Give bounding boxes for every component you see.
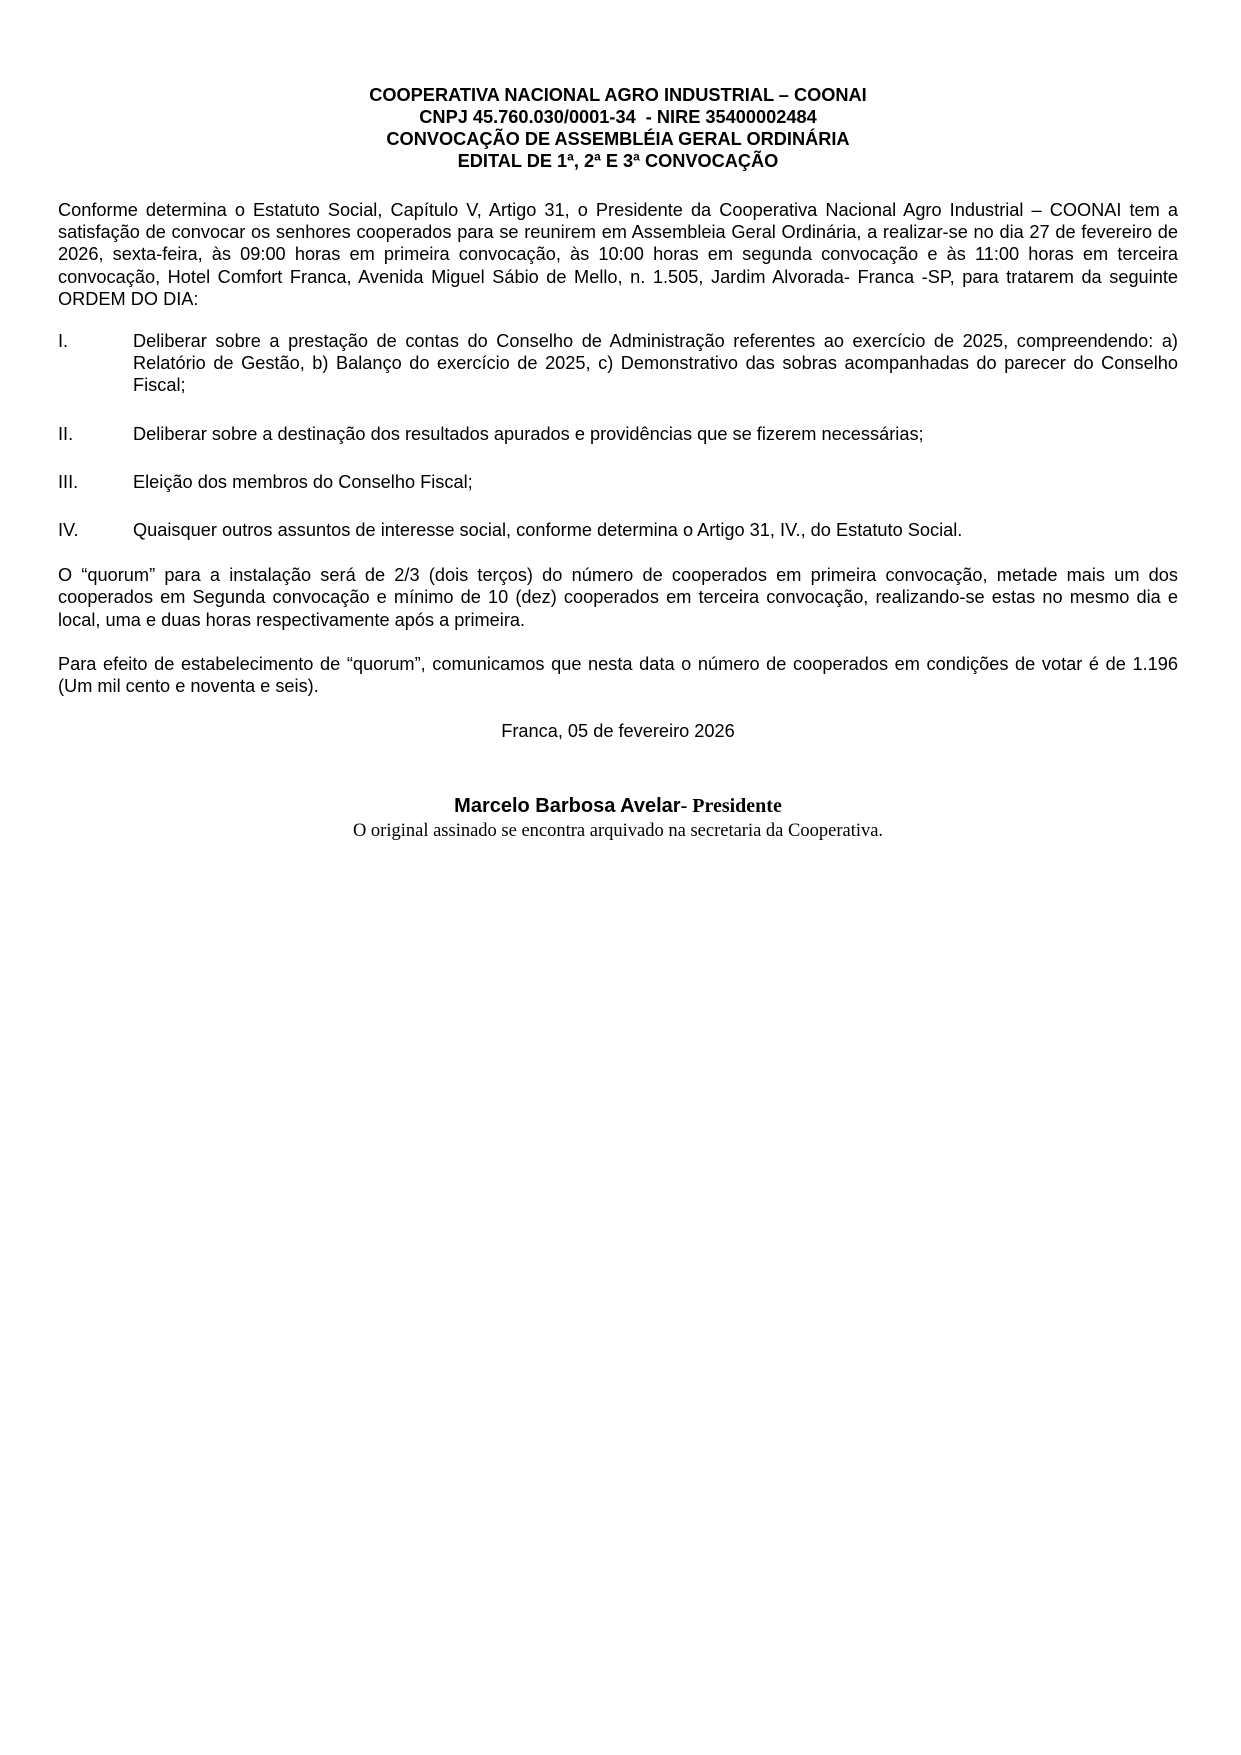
place-date-line: Franca, 05 de fevereiro 2026 [501, 721, 735, 742]
agenda-item-text: Deliberar sobre a prestação de contas do Conselho de Administração referentes ao exercício de 2025, compreendendo: a) Relatório de Gestão, b) Balanço do exercício de 2025, c) Demonstrativo das sobras acompanhadas do parecer do Conselho Fiscal; [133, 331, 1178, 396]
signature-note: O original assinado se encontra arquivado na secretaria da Cooperativa. [352, 821, 884, 842]
agenda-item-number: IV. [58, 520, 79, 541]
header-edict-title: EDITAL DE 1ª, 2ª E 3ª CONVOCAÇÃO [457, 151, 779, 171]
agenda-item [58, 471, 1178, 493]
agenda-item-text: Deliberar sobre a destinação dos resultados apurados e providências que se fizerem necessárias; [133, 423, 924, 444]
agenda-item-number: I. [58, 331, 69, 352]
signatory-role: - Presidente [680, 795, 782, 818]
agenda-item-number: III. [58, 471, 79, 492]
agenda-list [58, 330, 1178, 541]
agenda-item [58, 423, 1178, 445]
agenda-item [58, 330, 1178, 397]
header-registration-ids: CNPJ 45.760.030/0001-34 - NIRE 35400002484 [419, 107, 817, 127]
document-header [58, 84, 1178, 172]
agenda-item-text: Eleição dos membros do Conselho Fiscal; [133, 471, 473, 492]
signature-block [58, 794, 1178, 820]
agenda-item-text: Quaisquer outros assuntos de interesse social, conforme determina o Artigo 31, IV., do Estatuto Social. [133, 520, 963, 541]
quorum-paragraph: O “quorum” para a instalação será de 2/3 (dois terços) do número de cooperados em primeira convocação, metade mais um dos cooperados em Segunda convocação e mínimo de 10 (dez) cooperados em terceira convocação, realizando-se estas no mesmo dia e local, uma e duas horas respectivamente após a primeira. [58, 565, 1178, 630]
document-page [58, 84, 1178, 842]
header-organization-name: COOPERATIVA NACIONAL AGRO INDUSTRIAL – COONAI [369, 85, 867, 105]
agenda-item [58, 519, 1178, 541]
signatory-name: Marcelo Barbosa Avelar [454, 795, 681, 818]
agenda-item-number: II. [58, 423, 74, 444]
header-assembly-title: CONVOCAÇÃO DE ASSEMBLÉIA GERAL ORDINÁRIA [386, 129, 850, 149]
intro-paragraph: Conforme determina o Estatuto Social, Capítulo V, Artigo 31, o Presidente da Cooperativa Nacional Agro Industrial – COONAI tem a satisfação de convocar os senhores cooperados para se reunirem em Assembleia Geral Ordinária, a realizar-se no dia 27 de fevereiro de 2026, sexta-feira, às 09:00 horas em primeira convocação, às 10:00 horas em segunda convocação e às 11:00 horas em terceira convocação, Hotel Comfort Franca, Avenida Miguel Sábio de Mello, n. 1.505, Jardim Alvorada- Franca -SP, para tratarem da seguinte ORDEM DO DIA: [58, 200, 1178, 309]
voter-count-paragraph: Para efeito de estabelecimento de “quorum”, comunicamos que nesta data o número de cooperados em condições de votar é de 1.196 (Um mil cento e noventa e seis). [58, 653, 1178, 697]
